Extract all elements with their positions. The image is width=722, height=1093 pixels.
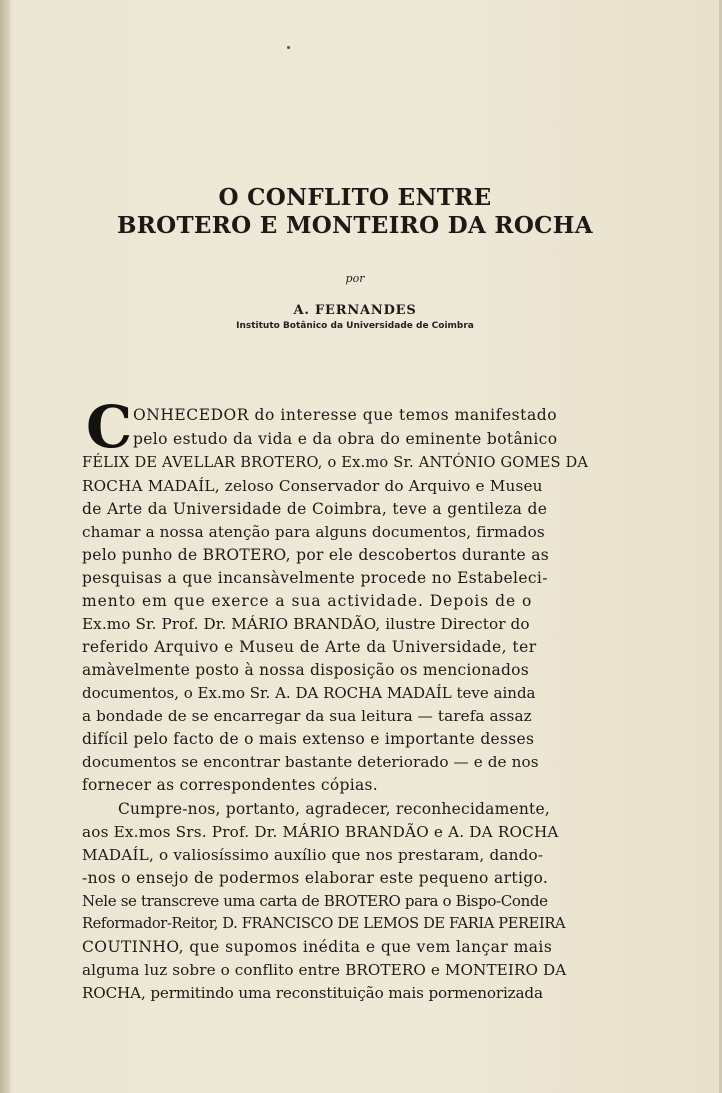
paragraph-2-line: Nele se transcreve uma carta de BROTERO para o Bispo-Conde xyxy=(82,892,548,910)
paragraph-1-line: mento em que exerce a sua actividade. Depois de o xyxy=(82,592,533,610)
article-title xyxy=(60,184,650,240)
paragraph-2-line: MADAÍL, o valiosíssimo auxílio que nos prestaram, dando- xyxy=(82,846,544,864)
author-affiliation: Instituto Botânico da Universidade de Coimbra xyxy=(236,321,474,331)
byline: por xyxy=(345,272,365,285)
paragraph-1-line: ONHECEDOR do interesse que temos manifestado xyxy=(133,406,558,424)
title-line-1: O CONFLITO ENTRE xyxy=(218,184,492,211)
paragraph-1-line: amàvelmente posto à nossa disposição os mencionados xyxy=(82,661,529,679)
paragraph-2-line: ROCHA, permitindo uma reconstituição mais pormenorizada xyxy=(82,984,543,1002)
paragraph-1-line: FÉLIX DE AVELLAR BROTERO, o Ex.mo Sr. ANTÓNIO GOMES DA xyxy=(82,454,589,471)
paragraph-1-line: chamar a nossa atenção para alguns documentos, firmados xyxy=(82,523,545,541)
paragraph-1-line: ROCHA MADAÍL, zeloso Conservador do Arquivo e Museu xyxy=(82,477,543,495)
paragraph-2-line: -nos o ensejo de podermos elaborar este pequeno artigo. xyxy=(82,869,549,887)
paragraph-1-line: de Arte da Universidade de Coimbra, teve a gentileza de xyxy=(82,500,548,518)
paragraph-1-line: a bondade de se encarregar da sua leitura — tarefa assaz xyxy=(82,707,532,725)
drop-cap: C xyxy=(86,393,133,461)
paragraph-1-line: documentos se encontrar bastante deteriorado — e de nos xyxy=(82,753,539,771)
paragraph-2-line: COUTINHO, que supomos inédita e que vem lançar mais xyxy=(82,938,553,956)
author-name: A. FERNANDES xyxy=(293,303,417,318)
paragraph-2-line: alguma luz sobre o conflito entre BROTERO e MONTEIRO DA xyxy=(82,961,567,979)
paragraph-1-line: pelo estudo da vida e da obra do eminente botânico xyxy=(133,430,558,448)
title-line-2: BROTERO E MONTEIRO DA ROCHA xyxy=(117,212,593,239)
paragraph-2-line: aos Ex.mos Srs. Prof. Dr. MÁRIO BRANDÃO e A. DA ROCHA xyxy=(82,823,559,841)
paragraph-1-line: difícil pelo facto de o mais extenso e importante desses xyxy=(82,730,535,748)
page-speck xyxy=(287,46,290,49)
paragraph-1-line: pesquisas a que incansàvelmente procede no Estabeleci- xyxy=(82,569,548,587)
paragraph-1-line: referido Arquivo e Museu de Arte da Universidade, ter xyxy=(82,638,537,656)
paragraph-2-line: Cumpre-nos, portanto, agradecer, reconhecidamente, xyxy=(118,800,550,818)
paragraph-2-line: Reformador-Reitor, D. FRANCISCO DE LEMOS DE FARIA PEREIRA xyxy=(82,915,566,932)
paragraph-1-line: Ex.mo Sr. Prof. Dr. MÁRIO BRANDÃO, ilustre Director do xyxy=(82,615,530,633)
page-binding-edge xyxy=(0,0,10,1093)
paragraph-1-line: pelo punho de BROTERO, por ele descobertos durante as xyxy=(82,546,549,564)
paragraph-1-line: documentos, o Ex.mo Sr. A. DA ROCHA MADAÍL teve ainda xyxy=(82,684,536,702)
paragraph-1-line: fornecer as correspondentes cópias. xyxy=(82,776,379,794)
